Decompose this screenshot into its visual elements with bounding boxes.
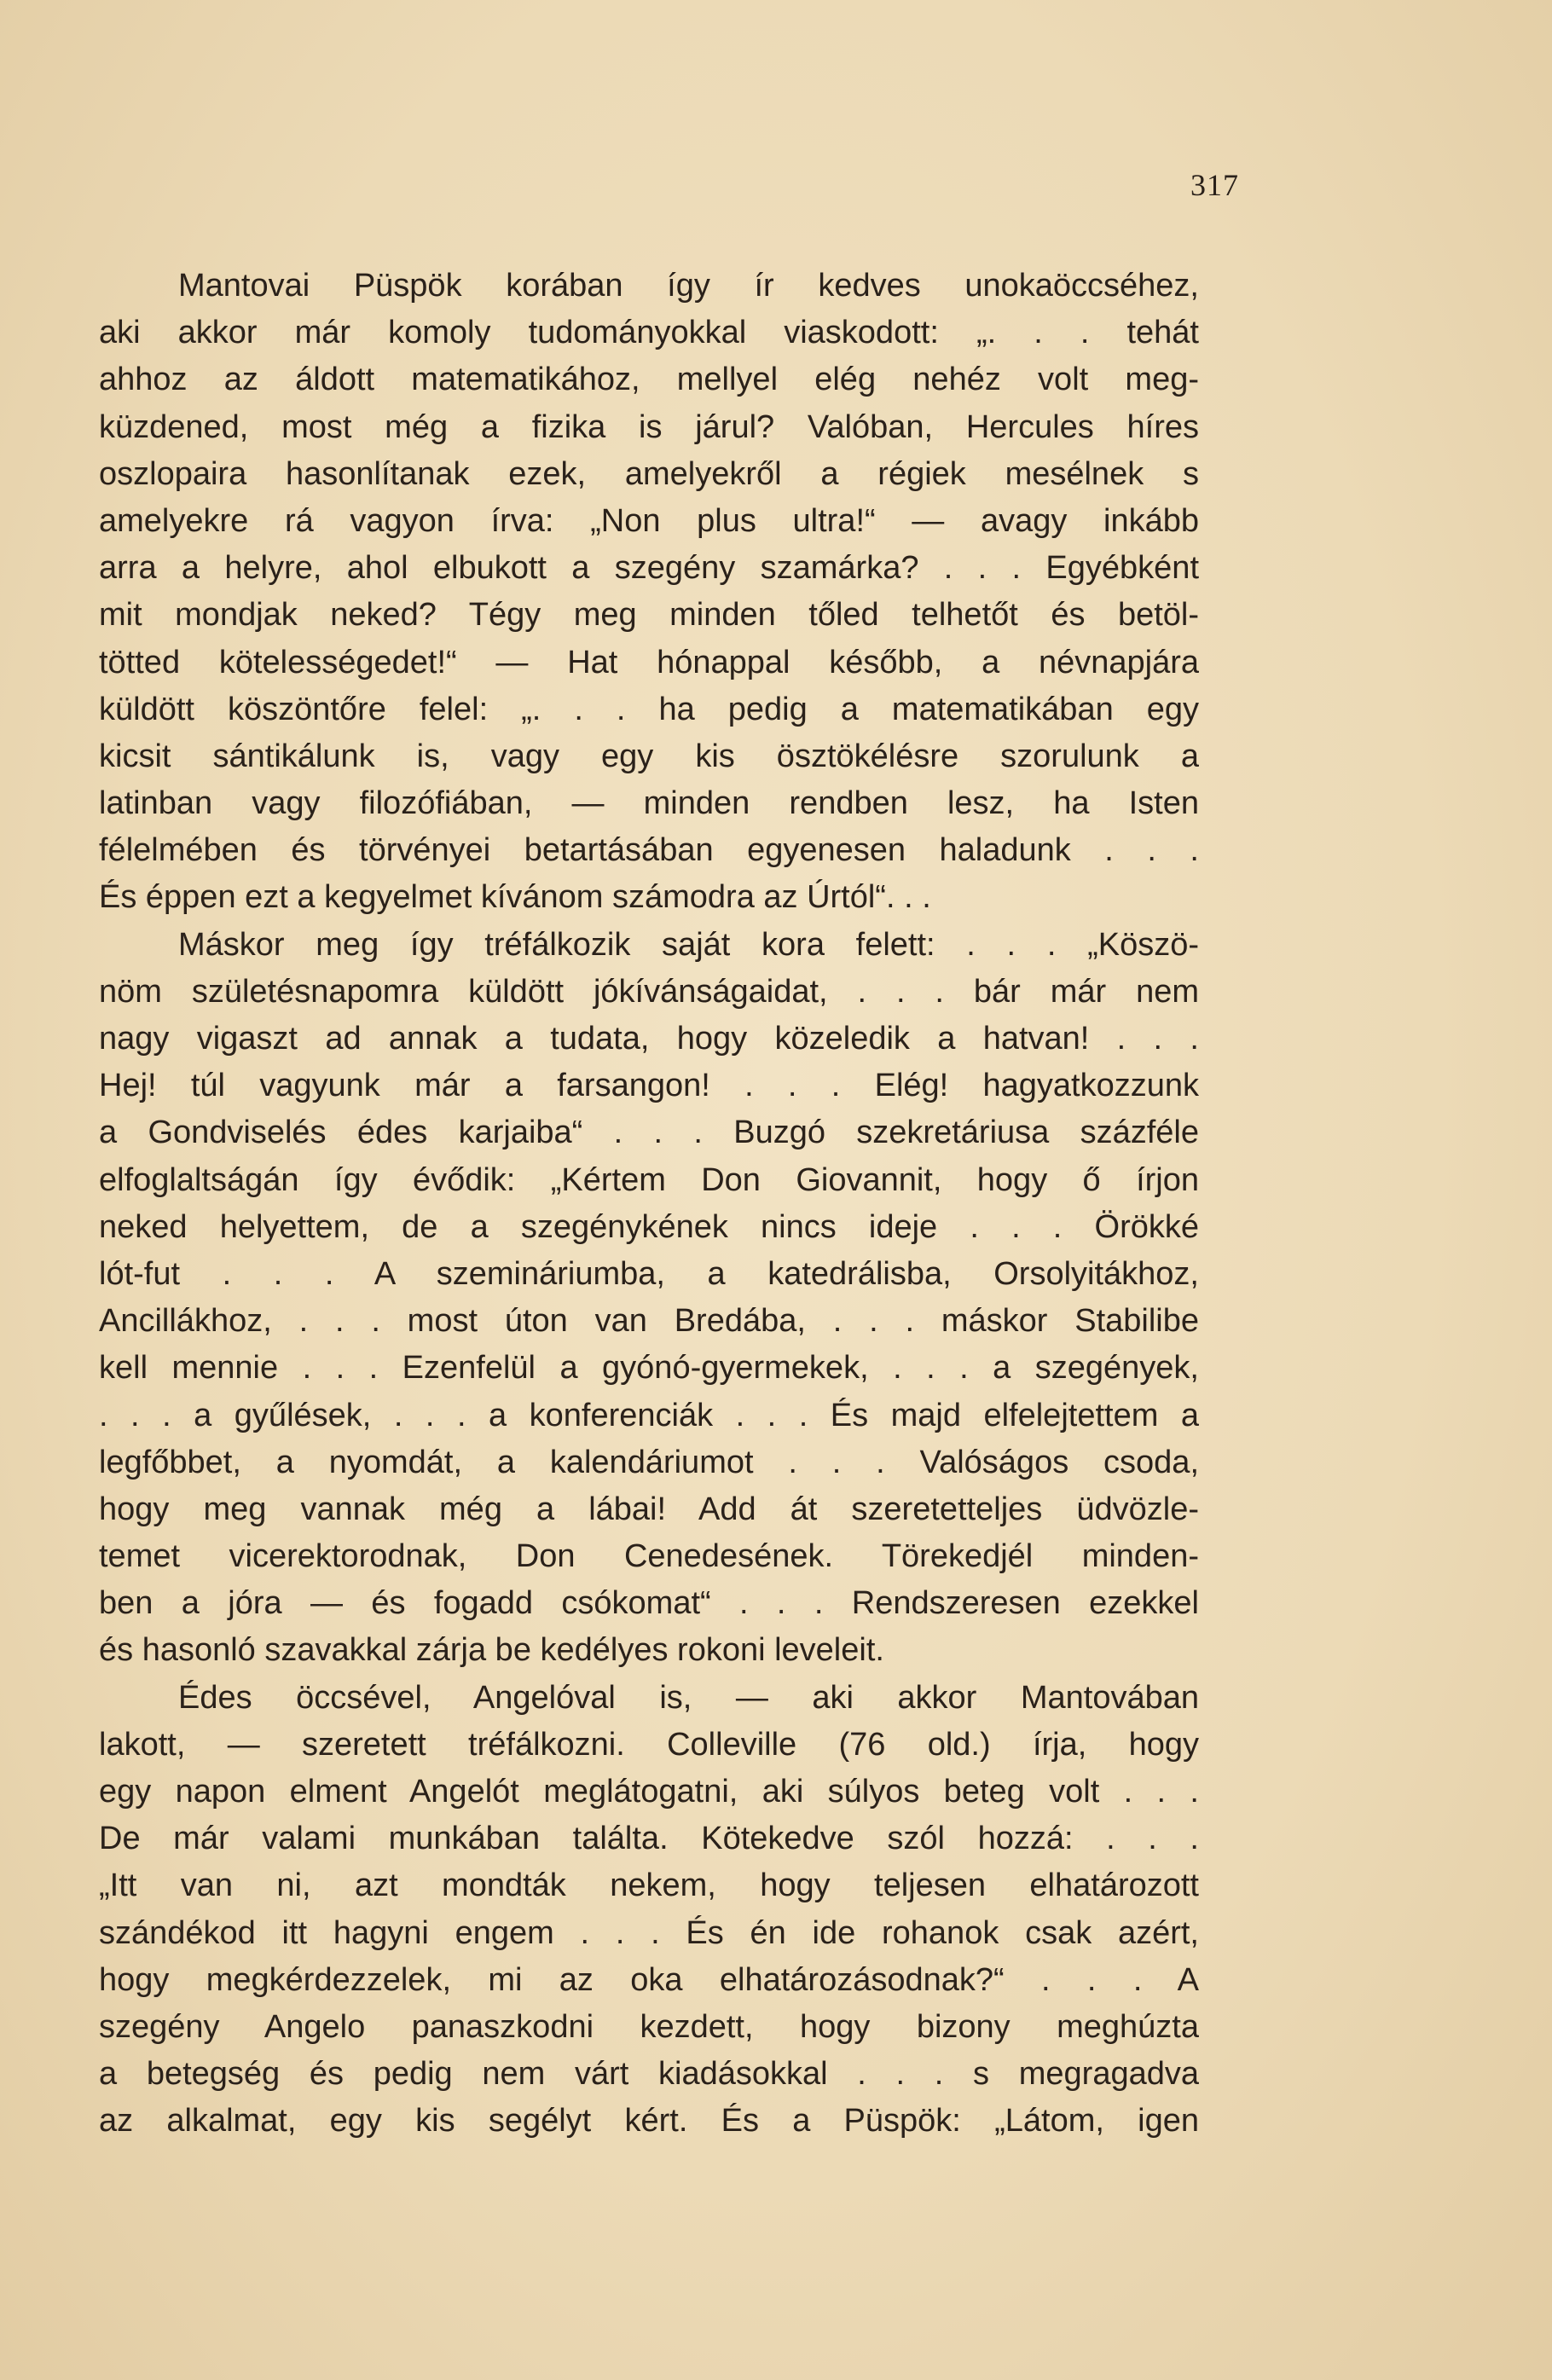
text-line: De már valami munkában találta. Kötekedve szól hozzá: . . . [99, 1821, 1199, 1857]
text-line: hogy meg vannak még a lábai! Add át szeretetteljes üdvözle- [99, 1491, 1199, 1527]
text-line: szegény Angelo panaszkodni kezdett, hogy bizony meghúzta [99, 2008, 1199, 2045]
text-line: szándékod itt hagyni engem . . . És én ide rohanok csak azért, [99, 1914, 1199, 1951]
text-line: ahhoz az áldott matematikához, mellyel elég nehéz volt meg- [99, 362, 1199, 398]
text-line: neked helyettem, de a szegénykének nincs ideje . . . Örökké [99, 1208, 1199, 1245]
text-line: egy napon elment Angelót meglátogatni, aki súlyos beteg volt . . . [99, 1774, 1199, 1810]
text-line: legfőbbet, a nyomdát, a kalendáriumot . . . Valóságos csoda, [99, 1444, 1199, 1480]
text-line: és hasonló szavakkal zárja be kedélyes rokoni leveleit. [99, 1632, 884, 1669]
text-line: félelmében és törvényei betartásában egyenesen haladunk . . . [99, 832, 1199, 869]
text-line: az alkalmat, egy kis segélyt kért. És a Püspök: „Látom, igen [99, 2103, 1199, 2140]
text-line: latinban vagy filozófiában, — minden rendben lesz, ha Isten [99, 785, 1199, 822]
text-line: Édes öccsével, Angelóval is, — aki akkor Mantovában [178, 1679, 1199, 1716]
text-line: ben a jóra — és fogadd csókomat“ . . . Rendszeresen ezekkel [99, 1585, 1199, 1622]
text-line: hogy megkérdezzelek, mi az oka elhatározásodnak?“ . . . A [99, 1961, 1199, 1998]
text-line: nagy vigaszt ad annak a tudata, hogy közeledik a hatvan! . . . [99, 1021, 1199, 1057]
text-line: amelyekre rá vagyon írva: „Non plus ultra!“ — avagy inkább [99, 502, 1199, 539]
text-line: „Itt van ni, azt mondták nekem, hogy teljesen elhatározott [99, 1868, 1199, 1904]
text-line: aki akkor már komoly tudományokkal viaskodott: „. . . tehát [99, 315, 1199, 351]
text-line: Hej! túl vagyunk már a farsangon! . . . Elég! hagyatkozzunk [99, 1068, 1199, 1104]
text-line: Mantovai Püspök korában így ír kedves unokaöccséhez, [178, 268, 1199, 304]
text-line: Ancillákhoz, . . . most úton van Bredába, . . . máskor Stabilibe [99, 1303, 1199, 1340]
text-line: tötted kötelességedet!“ — Hat hónappal később, a névnapjára [99, 644, 1199, 680]
page-number: 317 [1190, 168, 1239, 202]
text-line: kell mennie . . . Ezenfelül a gyónó-gyermekek, . . . a szegények, [99, 1350, 1199, 1387]
text-line: kicsit sántikálunk is, vagy egy kis ösztökélésre szorulunk a [99, 738, 1199, 774]
text-line: elfoglaltságán így évődik: „Kértem Don Giovannit, hogy ő írjon [99, 1161, 1199, 1198]
text-line: küzdened, most még a fizika is járul? Valóban, Hercules híres [99, 408, 1199, 445]
text-line: küldött köszöntőre felel: „. . . ha pedig a matematikában egy [99, 691, 1199, 727]
text-line: a betegség és pedig nem várt kiadásokkal . . . s megragadva [99, 2056, 1199, 2093]
text-line: mit mondjak neked? Tégy meg minden tőled telhetőt és betöl- [99, 597, 1199, 634]
text-line: arra a helyre, ahol elbukott a szegény szamárka? . . . Egyébként [99, 550, 1199, 587]
text-line: És éppen ezt a kegyelmet kívánom számodra az Úrtól“. . . [99, 879, 931, 916]
body-text [99, 263, 1199, 2145]
text-line: a Gondviselés édes karjaiba“ . . . Buzgó szekretáriusa százféle [99, 1115, 1199, 1151]
text-line: oszlopaira hasonlítanak ezek, amelyekről a régiek mesélnek s [99, 455, 1199, 492]
text-line: lakott, — szeretett tréfálkozni. Colleville (76 old.) írja, hogy [99, 1726, 1199, 1763]
text-line: lót-fut . . . A szemináriumba, a katedrálisba, Orsolyitákhoz, [99, 1255, 1199, 1292]
text-line: nöm születésnapomra küldött jókívánságaidat, . . . bár már nem [99, 973, 1199, 1010]
text-line: Máskor meg így tréfálkozik saját kora felett: . . . „Köszö- [178, 926, 1199, 963]
text-line: temet vicerektorodnak, Don Cenedesének. Törekedjél minden- [99, 1538, 1199, 1575]
text-line: . . . a gyűlések, . . . a konferenciák . . . És majd elfelejtettem a [99, 1397, 1199, 1433]
